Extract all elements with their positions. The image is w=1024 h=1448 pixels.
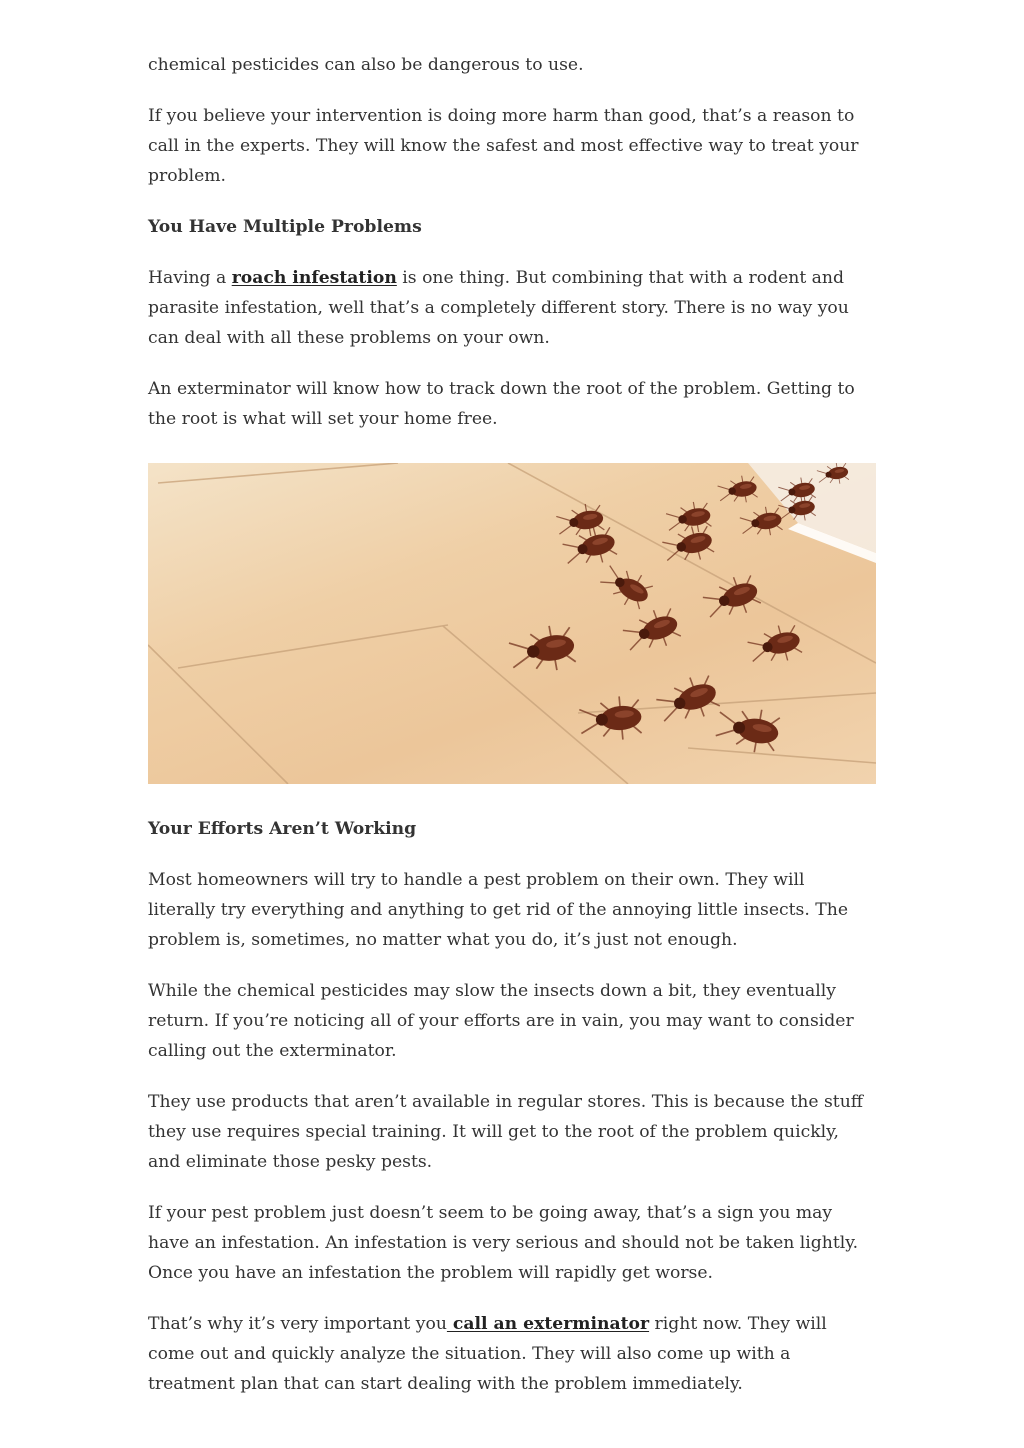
paragraph-special-products: They use products that aren’t available in regular stores. This is because the stuff they use requires special training. It will get to the root of the problem quickly, and eliminate those pesky pests.	[148, 1092, 863, 1172]
paragraph-call-experts: If you believe your intervention is doing more harm than good, that’s a reason to call in the experts. They will know the safest and most effective way to treat your problem.	[148, 106, 859, 186]
cockroach	[714, 703, 782, 756]
paragraph-text: is one thing. But combining that with a rodent and parasite infestation, well that’s a completely different story. There is no way you can deal with all these problems on your own.	[148, 268, 849, 348]
paragraph-text: right now. They will come out and quickly analyze the situation. They will also come up with a treatment plan that can start dealing with the problem immediately.	[148, 1314, 827, 1394]
article-body	[148, 50, 876, 1420]
cockroach	[620, 604, 683, 658]
paragraph-insects-return: While the chemical pesticides may slow the insects down a bit, they eventually return. If you’re noticing all of your efforts are in vain, you may want to consider calling out the exterminator.	[148, 981, 854, 1061]
cockroaches-on-floor-photo	[148, 463, 876, 784]
cockroach	[700, 571, 763, 625]
cockroach	[596, 559, 655, 613]
roach-infestation-link[interactable]: roach infestation	[231, 268, 397, 288]
paragraph-call-now	[148, 1309, 876, 1399]
heading-efforts-not-working: Your Efforts Aren’t Working	[148, 819, 417, 839]
paragraph-serious-infestation: If your pest problem just doesn’t seem to be going away, that’s a sign you may have an infestation. An infestation is very serious and should not be taken lightly. Once you have an infestation the problem will rapidly get worse.	[148, 1203, 859, 1283]
cockroach	[717, 473, 759, 506]
cockroach	[507, 622, 578, 677]
cockroach	[739, 504, 784, 539]
heading-multiple-problems: You Have Multiple Problems	[148, 217, 422, 237]
call-exterminator-link[interactable]: call an exterminator	[446, 1314, 650, 1334]
cockroach	[653, 671, 722, 730]
photo-illustration	[148, 463, 876, 784]
cockroach	[665, 499, 713, 537]
paragraph-text: That’s why it’s very important you	[148, 1314, 447, 1334]
paragraph-root-of-problem: An exterminator will know how to track down the root of the problem. Getting to the root is what will set your home free.	[148, 379, 855, 429]
paragraph-homeowners-try: Most homeowners will try to handle a pest problem on their own. They will literally try everything and anything to get rid of the annoying little insects. The problem is, sometimes, no matter what you do, it’s just not enough.	[148, 870, 848, 950]
cockroach	[745, 621, 804, 669]
paragraph-pesticides-danger: chemical pesticides can also be dangerous to use.	[148, 55, 584, 75]
cockroach	[578, 695, 643, 743]
paragraph-roach-infestation	[148, 263, 876, 353]
paragraph-text: Having a	[148, 268, 232, 288]
